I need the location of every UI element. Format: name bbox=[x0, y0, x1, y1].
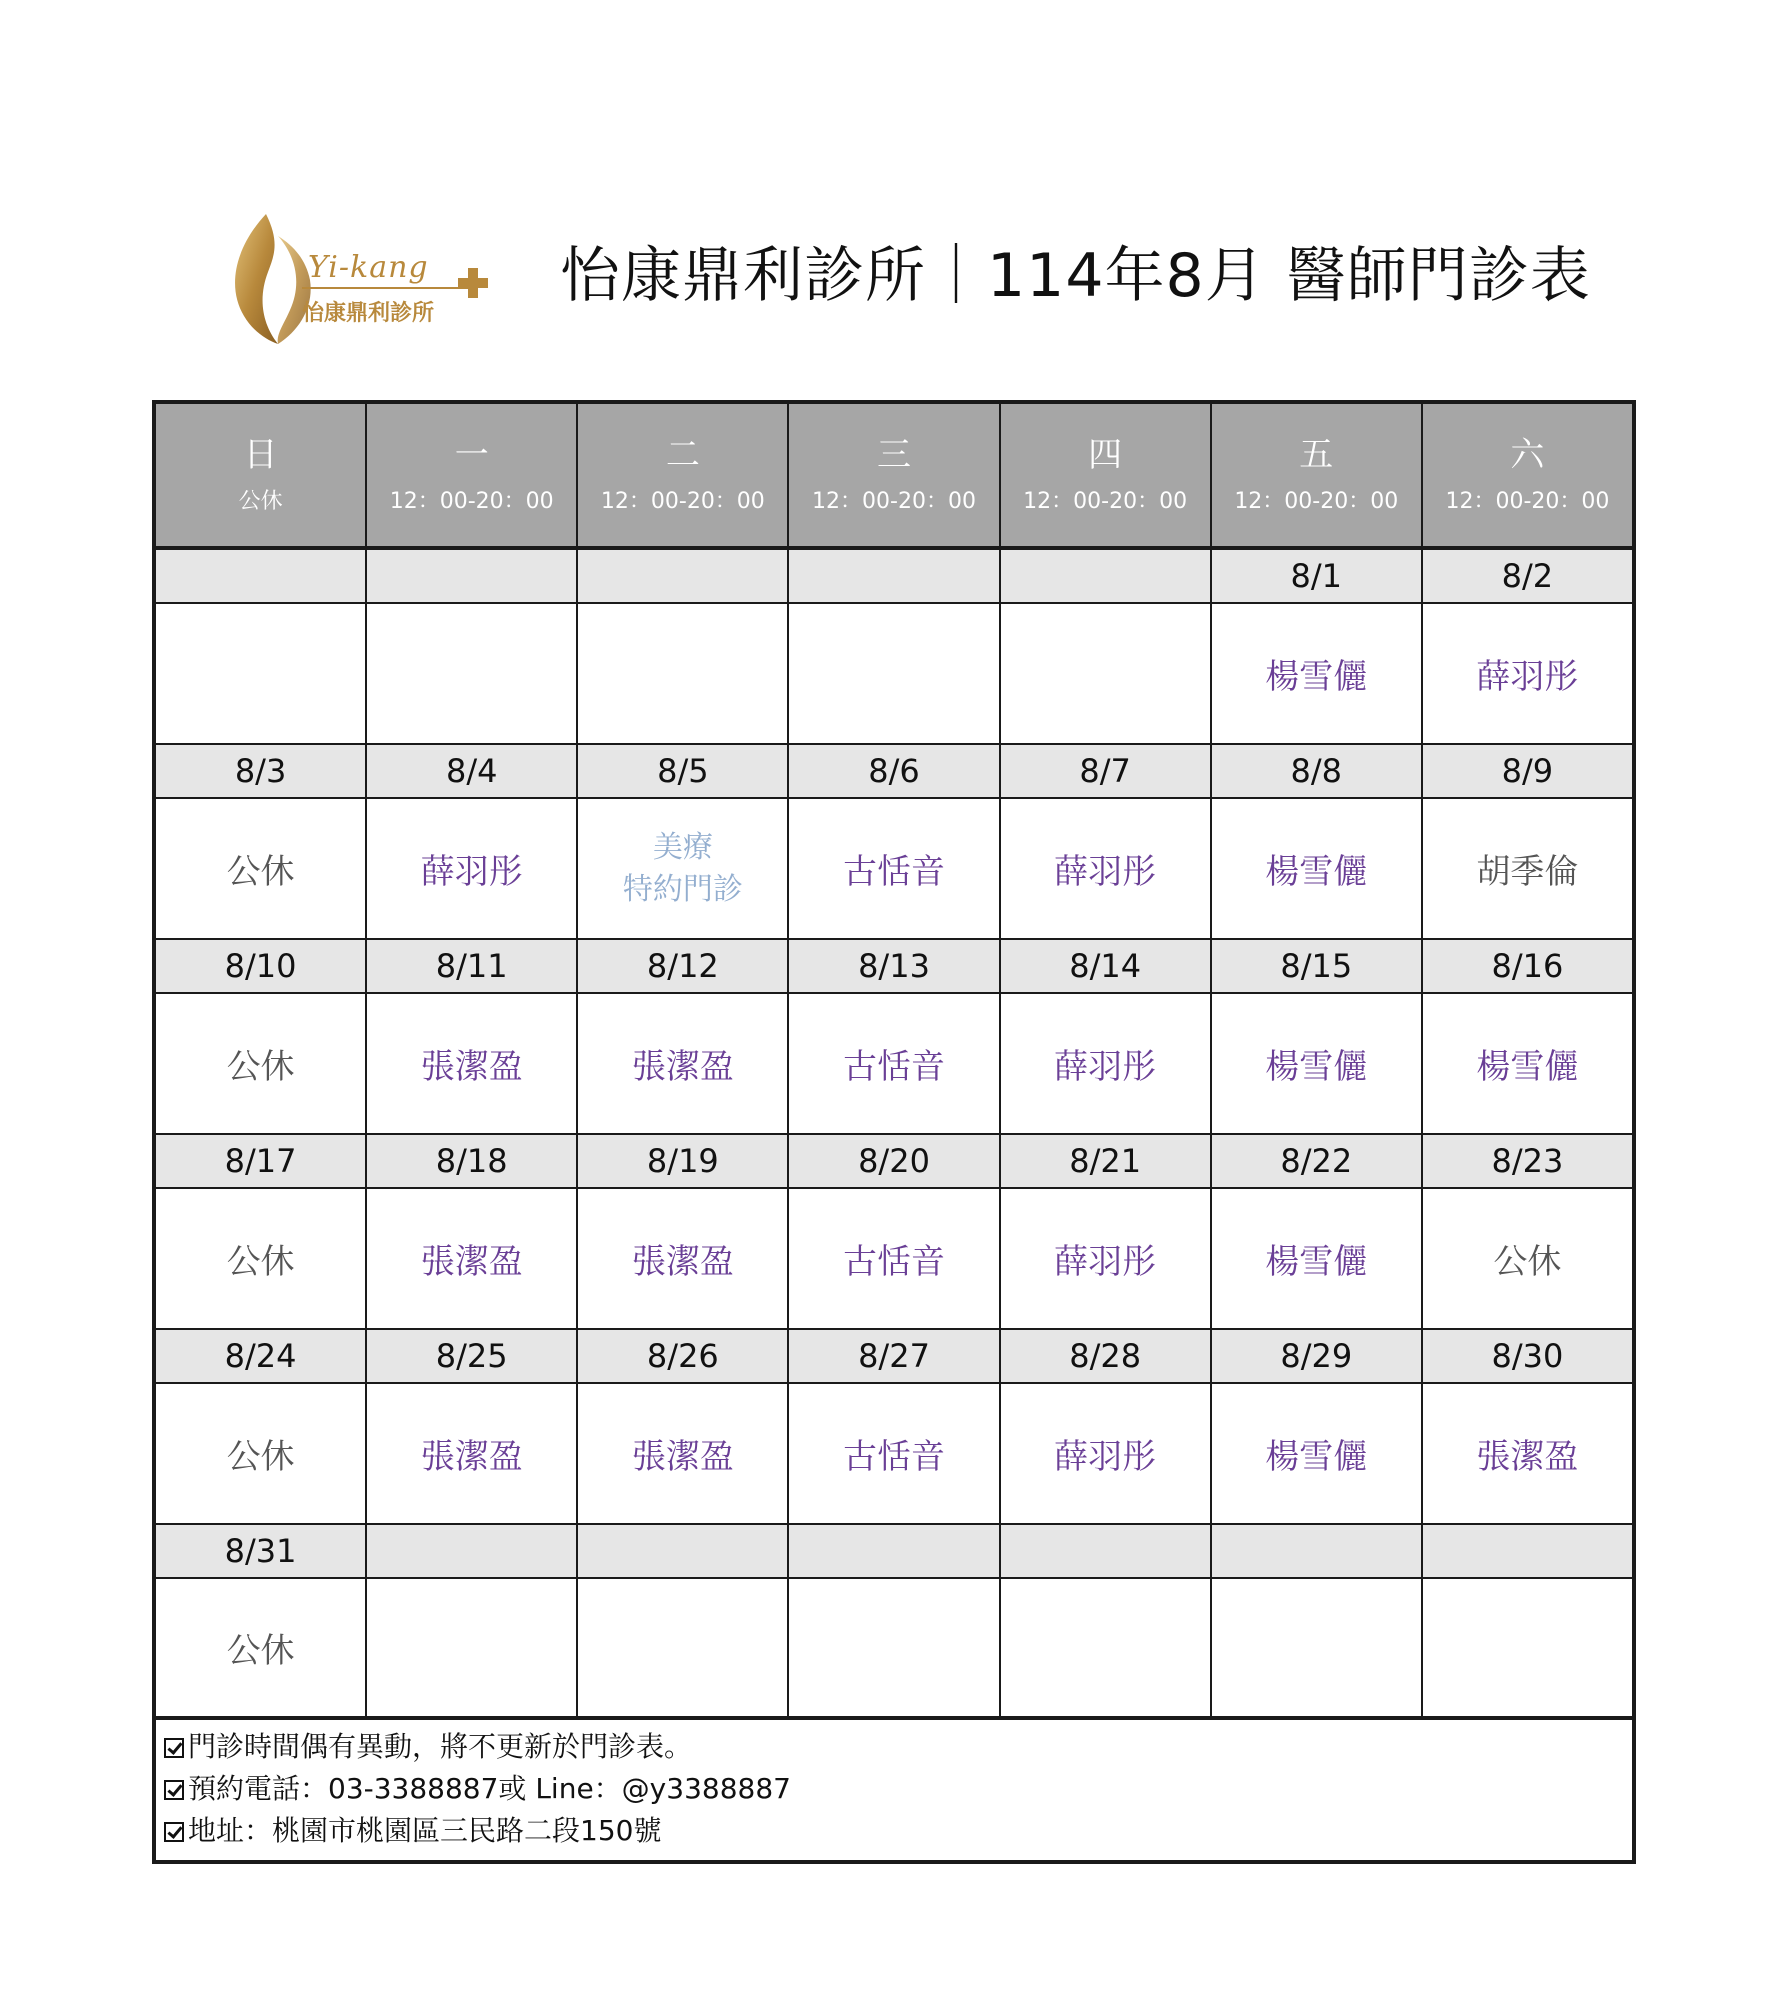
schedule-cell bbox=[1001, 1384, 1212, 1525]
weekday-label: 二 bbox=[665, 435, 700, 475]
page-title: 怡康鼎利診所｜114年8月 醫師門診表 bbox=[560, 241, 1591, 311]
date-cell bbox=[789, 550, 1000, 604]
date-cell: 8/3 bbox=[156, 745, 367, 799]
schedule-cell bbox=[1212, 1189, 1423, 1330]
doctor-name: 古恬音 bbox=[842, 1242, 945, 1282]
date-cell: 8/9 bbox=[1423, 745, 1632, 799]
date-cell: 8/23 bbox=[1423, 1135, 1632, 1189]
doctor-name: 張潔盈 bbox=[420, 1242, 523, 1282]
date-cell: 8/1 bbox=[1212, 550, 1423, 604]
schedule-cell bbox=[156, 604, 367, 745]
date-row bbox=[156, 745, 1632, 799]
weekday-header-cell bbox=[367, 404, 578, 550]
date-cell: 8/16 bbox=[1423, 940, 1632, 994]
date-cell: 8/2 bbox=[1423, 550, 1632, 604]
date-cell: 8/10 bbox=[156, 940, 367, 994]
weekday-header-cell bbox=[156, 404, 367, 550]
date-cell: 8/11 bbox=[367, 940, 578, 994]
date-cell bbox=[1212, 1525, 1423, 1579]
schedule-cell bbox=[1001, 994, 1212, 1135]
schedule-cell bbox=[1423, 994, 1632, 1135]
schedule-cell bbox=[789, 1189, 1000, 1330]
date-cell bbox=[1423, 1525, 1632, 1579]
weekday-header-cell bbox=[789, 404, 1000, 550]
date-cell: 8/31 bbox=[156, 1525, 367, 1579]
schedule-cell bbox=[1423, 799, 1632, 940]
weekday-label: 一 bbox=[454, 435, 489, 475]
schedule-cell bbox=[156, 799, 367, 940]
clinic-hours-label: 12：00-20：00 bbox=[1445, 489, 1610, 514]
closed-label: 公休 bbox=[226, 1242, 295, 1282]
clinic-hours-label: 12：00-20：00 bbox=[1023, 489, 1188, 514]
doctor-row bbox=[156, 994, 1632, 1135]
date-row bbox=[156, 940, 1632, 994]
schedule-cell bbox=[578, 1579, 789, 1720]
closed-label: 公休 bbox=[226, 1631, 295, 1671]
closed-label: 公休 bbox=[226, 1437, 295, 1477]
schedule-cell bbox=[578, 1384, 789, 1525]
doctor-name: 楊雪儷 bbox=[1476, 1047, 1579, 1087]
clinic-hours-label: 12：00-20：00 bbox=[600, 489, 765, 514]
weekday-header-cell bbox=[1001, 404, 1212, 550]
doctor-name: 薛羽彤 bbox=[1054, 1437, 1157, 1477]
date-cell: 8/12 bbox=[578, 940, 789, 994]
date-cell bbox=[789, 1525, 1000, 1579]
date-row bbox=[156, 1135, 1632, 1189]
date-cell: 8/22 bbox=[1212, 1135, 1423, 1189]
checkbox-icon bbox=[164, 1780, 184, 1800]
date-cell: 8/15 bbox=[1212, 940, 1423, 994]
schedule-cell bbox=[1423, 1384, 1632, 1525]
schedule-cell bbox=[1423, 604, 1632, 745]
date-cell bbox=[156, 550, 367, 604]
schedule-cell bbox=[789, 994, 1000, 1135]
date-cell: 8/29 bbox=[1212, 1330, 1423, 1384]
doctor-name: 楊雪儷 bbox=[1265, 1437, 1368, 1477]
date-cell: 8/6 bbox=[789, 745, 1000, 799]
schedule-cell bbox=[1001, 604, 1212, 745]
doctor-row bbox=[156, 1579, 1632, 1720]
doctor-row bbox=[156, 799, 1632, 940]
schedule-cell bbox=[1423, 1579, 1632, 1720]
schedule-cell bbox=[156, 994, 367, 1135]
closed-label: 公休 bbox=[1493, 1242, 1562, 1282]
doctor-row bbox=[156, 1189, 1632, 1330]
date-cell: 8/28 bbox=[1001, 1330, 1212, 1384]
doctor-row bbox=[156, 604, 1632, 745]
doctor-name: 楊雪儷 bbox=[1265, 852, 1368, 892]
weekday-header-cell bbox=[1423, 404, 1632, 550]
note-line bbox=[164, 1810, 1624, 1852]
date-cell: 8/21 bbox=[1001, 1135, 1212, 1189]
doctor-name: 張潔盈 bbox=[631, 1242, 734, 1282]
schedule-cell bbox=[1212, 799, 1423, 940]
schedule-cell bbox=[789, 1384, 1000, 1525]
schedule-cell bbox=[367, 604, 578, 745]
date-row bbox=[156, 1525, 1632, 1579]
schedule-cell bbox=[1001, 1579, 1212, 1720]
schedule-cell bbox=[789, 799, 1000, 940]
doctor-name: 張潔盈 bbox=[1476, 1437, 1579, 1477]
date-cell: 8/26 bbox=[578, 1330, 789, 1384]
schedule-cell bbox=[789, 1579, 1000, 1720]
date-cell: 8/19 bbox=[578, 1135, 789, 1189]
checkbox-icon bbox=[164, 1822, 184, 1842]
doctor-name: 薛羽彤 bbox=[1054, 852, 1157, 892]
schedule-cell bbox=[1001, 1189, 1212, 1330]
doctor-name: 薛羽彤 bbox=[420, 852, 523, 892]
closed-label: 公休 bbox=[226, 1047, 295, 1087]
schedule-cell bbox=[156, 1384, 367, 1525]
date-cell bbox=[367, 550, 578, 604]
special-service-label: 特約門診 bbox=[622, 871, 743, 907]
doctor-name: 楊雪儷 bbox=[1265, 657, 1368, 697]
schedule-cell bbox=[578, 1189, 789, 1330]
schedule-cell bbox=[1212, 1579, 1423, 1720]
doctor-name: 胡季倫 bbox=[1476, 852, 1579, 892]
schedule-cell bbox=[789, 604, 1000, 745]
page-header bbox=[0, 190, 1775, 360]
date-cell: 8/4 bbox=[367, 745, 578, 799]
schedule-cell bbox=[1001, 799, 1212, 940]
schedule-cell bbox=[1212, 1384, 1423, 1525]
weekday-label: 四 bbox=[1088, 435, 1123, 475]
schedule-cell bbox=[1212, 604, 1423, 745]
checkbox-icon bbox=[164, 1738, 184, 1758]
notes-section bbox=[156, 1720, 1632, 1860]
logo-english-text: Yi-kang bbox=[308, 250, 429, 285]
doctor-name: 張潔盈 bbox=[631, 1047, 734, 1087]
schedule-cell bbox=[367, 1579, 578, 1720]
note-text: 門診時間偶有異動，將不更新於門診表。 bbox=[188, 1730, 693, 1763]
schedule-cell bbox=[1423, 1189, 1632, 1330]
date-cell bbox=[1001, 1525, 1212, 1579]
schedule-cell bbox=[1212, 994, 1423, 1135]
doctor-name: 張潔盈 bbox=[631, 1437, 734, 1477]
schedule-cell bbox=[367, 1384, 578, 1525]
special-service-label: 美療 bbox=[652, 829, 713, 865]
logo-chinese-text: 怡康鼎利診所 bbox=[302, 301, 435, 326]
date-cell bbox=[578, 550, 789, 604]
doctor-name: 薛羽彤 bbox=[1054, 1047, 1157, 1087]
clinic-hours-label: 12：00-20：00 bbox=[389, 489, 554, 514]
schedule-cell bbox=[156, 1189, 367, 1330]
date-cell: 8/7 bbox=[1001, 745, 1212, 799]
doctor-name: 薛羽彤 bbox=[1054, 1242, 1157, 1282]
date-row bbox=[156, 1330, 1632, 1384]
weekday-label: 三 bbox=[876, 435, 911, 475]
date-cell: 8/27 bbox=[789, 1330, 1000, 1384]
note-text: 預約電話：03-3388887或 Line：@y3388887 bbox=[188, 1772, 791, 1805]
date-row bbox=[156, 550, 1632, 604]
date-cell: 8/30 bbox=[1423, 1330, 1632, 1384]
schedule-cell bbox=[367, 1189, 578, 1330]
schedule-cell bbox=[578, 994, 789, 1135]
note-line bbox=[164, 1726, 1624, 1768]
schedule-cell bbox=[367, 994, 578, 1135]
date-cell: 8/18 bbox=[367, 1135, 578, 1189]
date-cell: 8/5 bbox=[578, 745, 789, 799]
closed-label: 公休 bbox=[226, 852, 295, 892]
doctor-row bbox=[156, 1384, 1632, 1525]
weekday-header-cell bbox=[1212, 404, 1423, 550]
doctor-name: 古恬音 bbox=[842, 1437, 945, 1477]
schedule-table bbox=[152, 400, 1636, 1864]
note-line bbox=[164, 1768, 1624, 1810]
date-cell bbox=[578, 1525, 789, 1579]
doctor-name: 古恬音 bbox=[842, 852, 945, 892]
date-cell bbox=[367, 1525, 578, 1579]
date-cell: 8/14 bbox=[1001, 940, 1212, 994]
date-cell bbox=[1001, 550, 1212, 604]
date-cell: 8/13 bbox=[789, 940, 1000, 994]
clinic-hours-label: 12：00-20：00 bbox=[812, 489, 976, 514]
weekday-header-cell bbox=[578, 404, 789, 550]
weekday-label: 五 bbox=[1299, 435, 1334, 475]
schedule-cell bbox=[367, 799, 578, 940]
date-cell: 8/8 bbox=[1212, 745, 1423, 799]
clinic-hours-label: 12：00-20：00 bbox=[1234, 489, 1399, 514]
clinic-logo bbox=[218, 206, 508, 346]
doctor-name: 古恬音 bbox=[842, 1047, 945, 1087]
date-cell: 8/17 bbox=[156, 1135, 367, 1189]
clinic-hours-label: 公休 bbox=[238, 489, 283, 514]
schedule-cell bbox=[156, 1579, 367, 1720]
doctor-name: 張潔盈 bbox=[420, 1047, 523, 1087]
schedule-cell bbox=[578, 604, 789, 745]
doctor-name: 薛羽彤 bbox=[1476, 657, 1579, 697]
note-text: 地址：桃園市桃園區三民路二段150號 bbox=[188, 1814, 662, 1847]
doctor-name: 楊雪儷 bbox=[1265, 1242, 1368, 1282]
date-cell: 8/20 bbox=[789, 1135, 1000, 1189]
doctor-name: 張潔盈 bbox=[420, 1437, 523, 1477]
weekday-label: 日 bbox=[243, 435, 278, 475]
weekday-header-row bbox=[156, 404, 1632, 550]
schedule-cell bbox=[578, 799, 789, 940]
doctor-name: 楊雪儷 bbox=[1265, 1047, 1368, 1087]
schedule-body bbox=[156, 550, 1632, 1720]
weekday-label: 六 bbox=[1510, 435, 1545, 475]
date-cell: 8/24 bbox=[156, 1330, 367, 1384]
date-cell: 8/25 bbox=[367, 1330, 578, 1384]
